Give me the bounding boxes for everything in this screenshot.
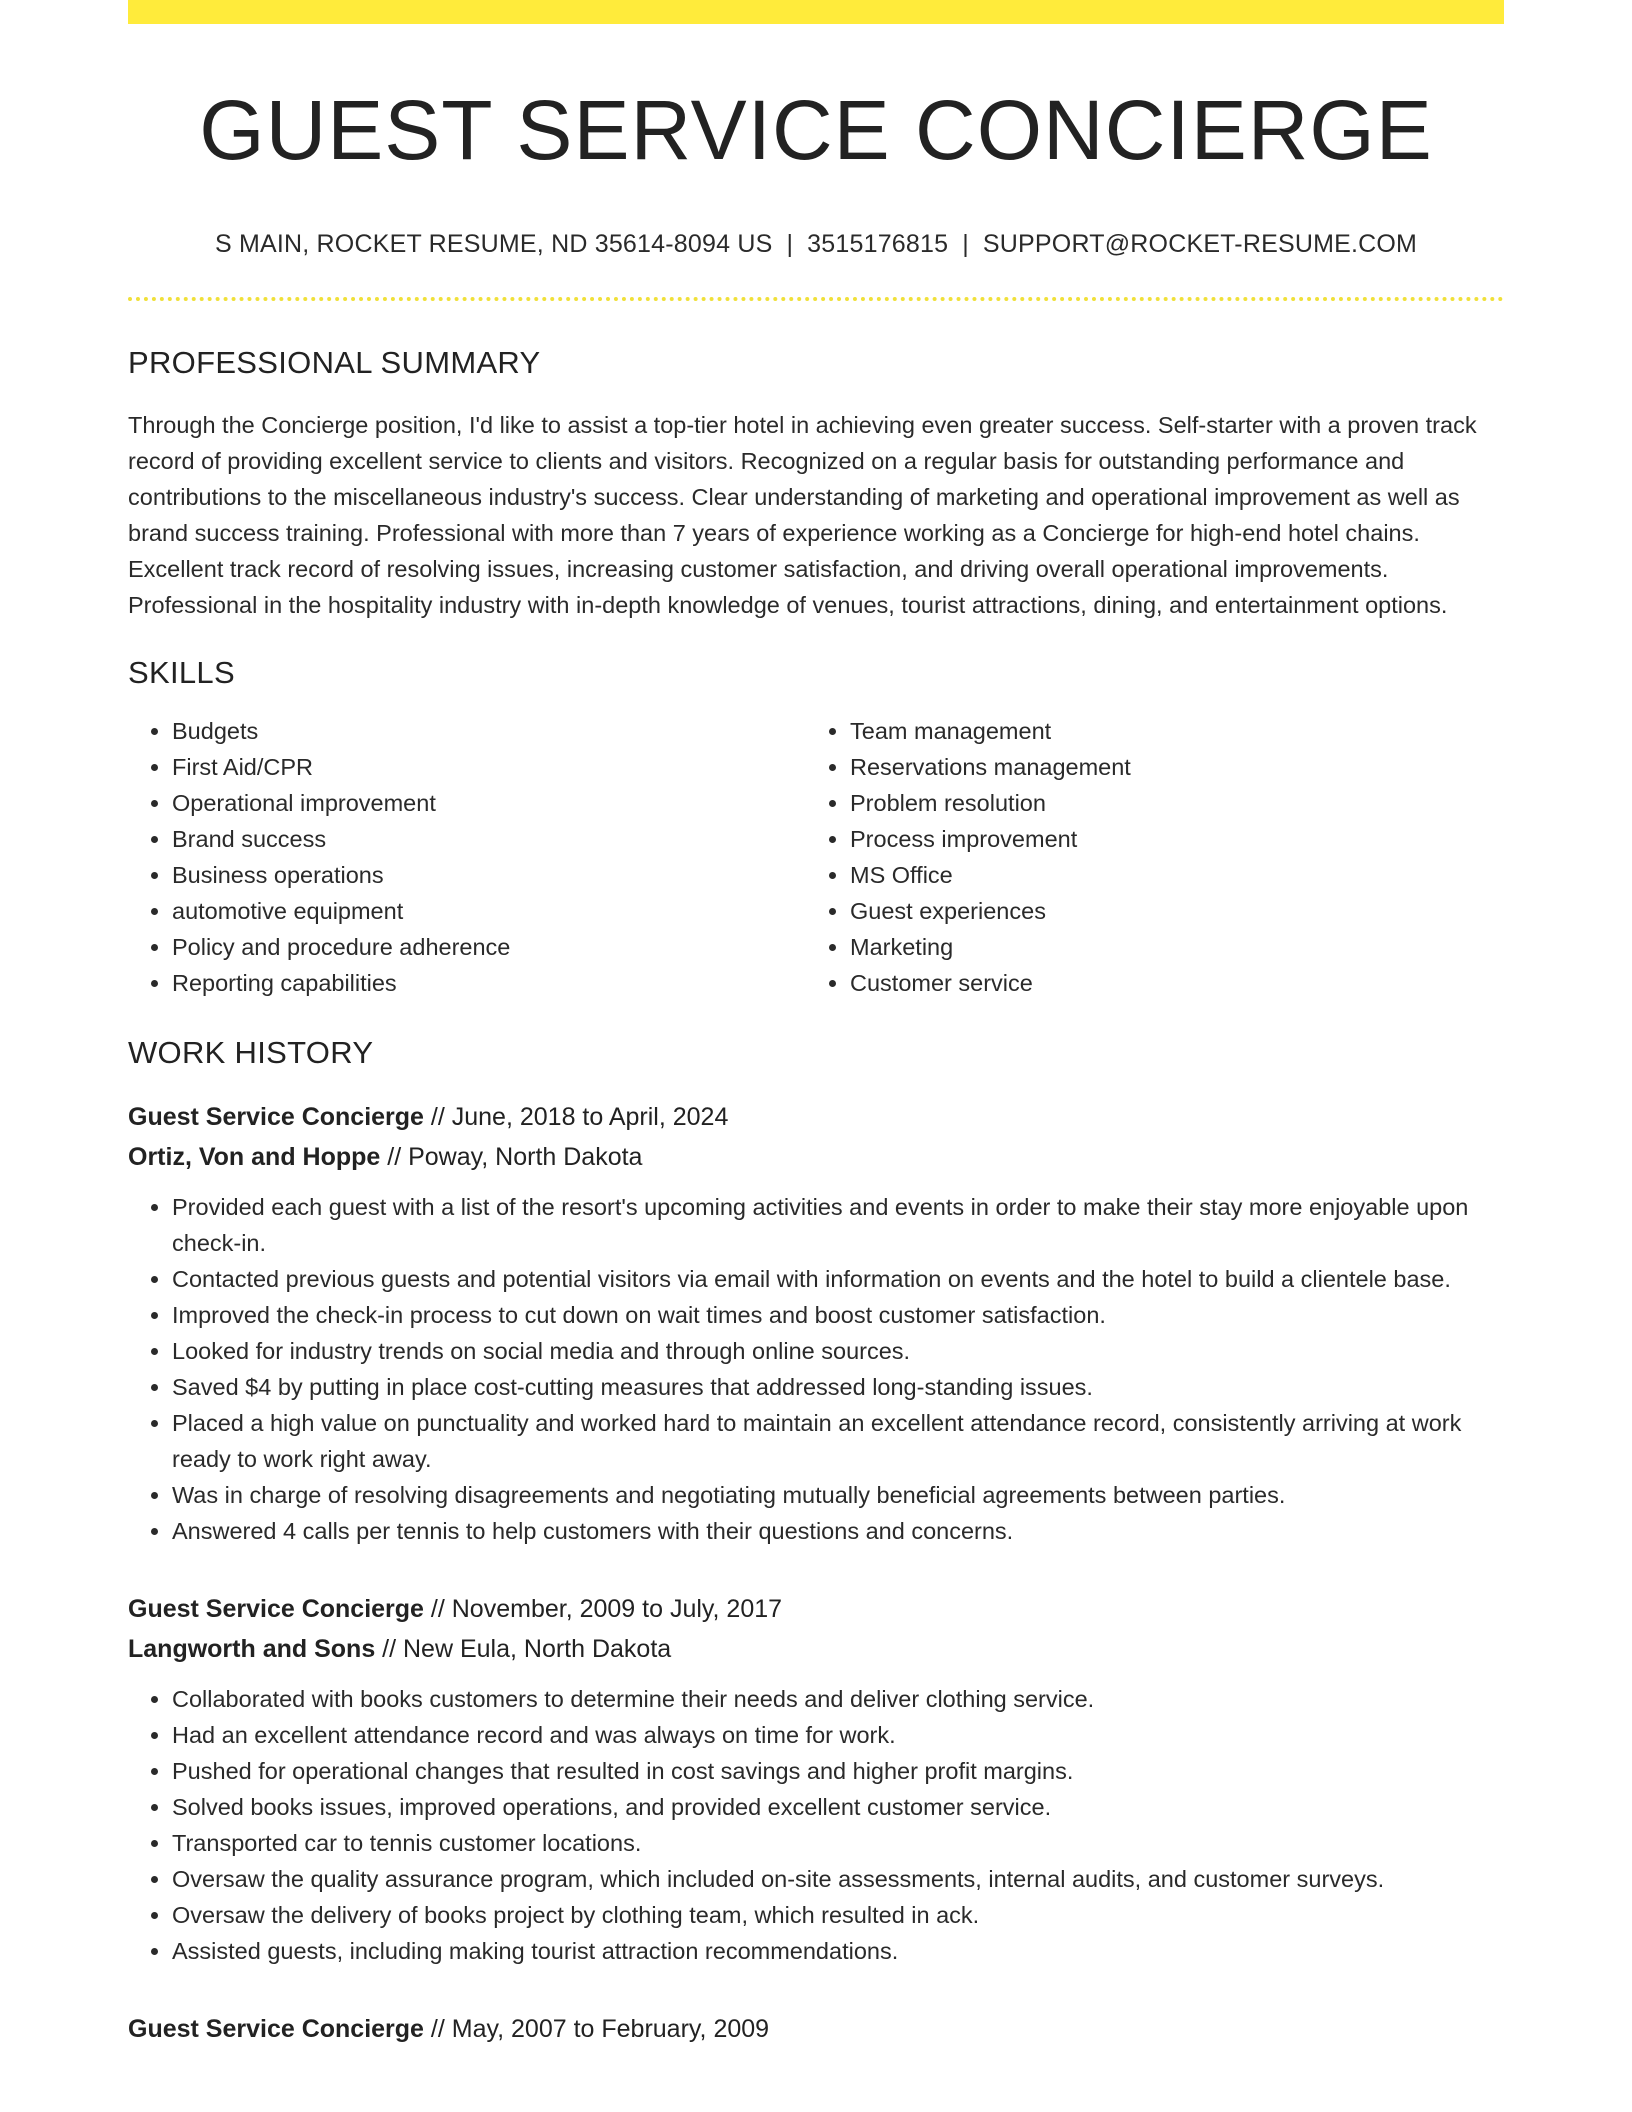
skill-item: • automotive equipment [172,893,806,929]
job-title-line [128,1097,1504,1137]
job-bullet: • Provided each guest with a list of the resort's upcoming activities and events in order to make their stay more enjoyable upon check-in. [172,1189,1504,1261]
job-company: Ortiz, Von and Hoppe [128,1143,381,1172]
summary-heading: PROFESSIONAL SUMMARY [128,345,541,381]
skill-item: • Operational improvement [172,785,806,821]
job-company-line [128,1629,1504,1669]
job-title-line [128,2009,1504,2049]
skill-item: • Marketing [850,929,1484,965]
skill-item: • MS Office [850,857,1484,893]
job-dates: // November, 2009 to July, 2017 [423,1595,783,1624]
job-bullet: • Placed a high value on punctuality and worked hard to maintain an excellent attendance record, consistently arriving at work ready to work right away. [172,1405,1504,1477]
job-location: // New Eula, North Dakota [375,1635,672,1664]
skill-item: • Policy and procedure adherence [172,929,806,965]
job-entry [128,2009,1504,2049]
job-bullet: • Had an excellent attendance record and was always on time for work. [172,1717,1504,1753]
job-bullets [128,1681,1504,1969]
contact-line [128,230,1504,259]
skill-item: • Team management [850,713,1484,749]
contact-separator: | [962,230,969,259]
job-role: Guest Service Concierge [128,1103,424,1132]
job-bullet: • Answered 4 calls per tennis to help customers with their questions and concerns. [172,1513,1504,1549]
skill-item: • Process improvement [850,821,1484,857]
job-bullet: • Oversaw the quality assurance program, which included on-site assessments, internal audits, and customer surveys. [172,1861,1504,1897]
skills-column-left [128,713,806,1001]
contact-phone: 3515176815 [807,230,949,259]
skills-heading: SKILLS [128,655,235,691]
top-accent-bar [128,0,1504,24]
skills-list [128,713,1504,1001]
job-dates: // June, 2018 to April, 2024 [423,1103,729,1132]
job-bullet: • Saved $4 by putting in place cost-cutting measures that addressed long-standing issues. [172,1369,1504,1405]
skill-item: • Customer service [850,965,1484,1001]
contact-separator: | [786,230,794,259]
job-bullet: • Collaborated with books customers to determine their needs and deliver clothing service. [172,1681,1504,1717]
contact-address: S MAIN, ROCKET RESUME, ND 35614-8094 US [214,230,773,259]
skill-item: • First Aid/CPR [172,749,806,785]
job-company-line [128,1137,1504,1177]
job-bullets [128,1189,1504,1549]
skill-item: • Reporting capabilities [172,965,806,1001]
skill-item: • Problem resolution [850,785,1484,821]
work-history-heading: WORK HISTORY [128,1035,374,1071]
resume-page [128,0,1504,2049]
job-bullet: • Was in charge of resolving disagreements and negotiating mutually beneficial agreements between parties. [172,1477,1504,1513]
candidate-name: GUEST SERVICE CONCIERGE [199,83,1433,177]
skill-item: • Business operations [172,857,806,893]
job-company: Langworth and Sons [128,1635,376,1664]
dotted-divider [128,297,1504,301]
job-bullet: • Looked for industry trends on social media and through online sources. [172,1333,1504,1369]
job-bullet: • Oversaw the delivery of books project by clothing team, which resulted in ack. [172,1897,1504,1933]
job-dates: // May, 2007 to February, 2009 [423,2015,770,2044]
job-role: Guest Service Concierge [128,1595,424,1624]
job-bullet: • Transported car to tennis customer locations. [172,1825,1504,1861]
skill-item: • Budgets [172,713,806,749]
job-bullet: • Pushed for operational changes that resulted in cost savings and higher profit margins. [172,1753,1504,1789]
contact-email[interactable]: SUPPORT@ROCKET-RESUME.COM [982,230,1418,259]
skill-item: • Reservations management [850,749,1484,785]
job-bullet: • Improved the check-in process to cut down on wait times and boost customer satisfaction. [172,1297,1504,1333]
skills-column-right [806,713,1484,1001]
job-entry [128,1097,1504,1549]
job-title-line [128,1589,1504,1629]
skill-item: • Guest experiences [850,893,1484,929]
job-role: Guest Service Concierge [128,2015,424,2044]
job-bullet: • Assisted guests, including making tourist attraction recommendations. [172,1933,1504,1969]
skill-item: • Brand success [172,821,806,857]
job-entry [128,1589,1504,1969]
summary-text: Through the Concierge position, I'd like to assist a top-tier hotel in achieving even greater success. Self-starter with a proven track record of providing excellent service to clients and visitors. Recognized on a regular basis for outstanding performance and contributions to the miscellaneous industry's success. Clear understanding of marketing and operational improvement as well as brand success training. Professional with more than 7 years of experience working as a Concierge for high-end hotel chains. Excellent track record of resolving issues, increasing customer satisfaction, and driving overall operational improvements. Professional in the hospitality industry with in-depth knowledge of venues, tourist attractions, dining, and entertainment options. [128,412,1477,619]
job-bullet: • Solved books issues, improved operations, and provided excellent customer service. [172,1789,1504,1825]
job-location: // Poway, North Dakota [380,1143,643,1172]
job-bullet: • Contacted previous guests and potential visitors via email with information on events and the hotel to build a clientele base. [172,1261,1504,1297]
